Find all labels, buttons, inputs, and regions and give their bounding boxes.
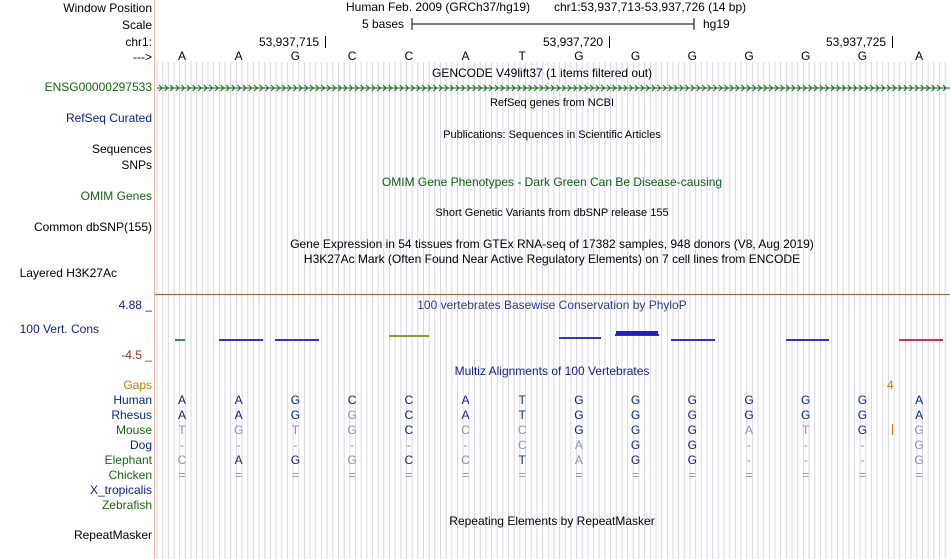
alignment-base-rhesus: G [857, 408, 868, 422]
alignment-base-mouse: G [687, 423, 697, 437]
alignment-base-human: C [404, 393, 414, 407]
alignment-base-mouse: C [461, 423, 470, 437]
alignment-base-dog: - [860, 438, 865, 452]
alignment-base-elephant: C [461, 453, 470, 467]
alignment-base-human: G [801, 393, 811, 407]
alignment-base-rhesus: A [177, 408, 186, 422]
alignment-base-rhesus: G [574, 408, 584, 422]
phylop-top-border [155, 294, 950, 295]
reference-base: A [461, 49, 470, 63]
snps-track-label[interactable]: SNPs [121, 158, 152, 172]
sequences-track-label[interactable]: Sequences [91, 142, 152, 156]
phylop-track-title: 100 vertebrates Basewise Conservation by PhyloP [417, 298, 687, 312]
alignment-base-dog: - [180, 438, 184, 452]
phylop-signal[interactable] [155, 326, 950, 346]
alignment-base-elephant: G [347, 453, 357, 467]
alignment-base-mouse: G [347, 423, 357, 437]
ruler-tick-2 [609, 36, 610, 48]
alignment-base-rhesus: A [234, 408, 243, 422]
gaps-label: Gaps [123, 378, 152, 392]
dbsnp-track-title: Short Genetic Variants from dbSNP release 155 [435, 207, 669, 219]
reference-base: G [801, 49, 811, 63]
reference-base: G [290, 49, 301, 63]
alignment-base-chicken: = [291, 468, 299, 482]
ruler-tick-3-label: 53,937,725 [826, 35, 887, 49]
alignment-base-dog: - [236, 438, 241, 452]
omim-track-title: OMIM Gene Phenotypes - Dark Green Can Be Disease-causing [381, 175, 723, 189]
species-zebrafish-label: Zebrafish [101, 498, 152, 512]
track-display-area[interactable] [155, 0, 950, 559]
alignment-base-mouse: A [744, 423, 753, 437]
alignment-base-rhesus: G [290, 408, 301, 422]
reference-base: A [234, 49, 243, 63]
alignment-base-human: A [461, 393, 470, 407]
refseq-track-title: RefSeq genes from NCBI [489, 97, 615, 109]
alignment-base-human: G [857, 393, 868, 407]
reference-base: G [744, 49, 754, 63]
alignment-base-elephant: G [914, 453, 924, 467]
dbsnp-track-label[interactable]: Common dbSNP(155) [33, 220, 152, 234]
gaps-count: 4 [887, 378, 894, 392]
alignment-base-rhesus: C [404, 408, 414, 422]
alignment-base-elephant: T [518, 453, 526, 467]
alignment-base-rhesus: T [518, 408, 526, 422]
alignment-base-mouse: T [291, 423, 300, 437]
reference-base: C [404, 49, 414, 63]
alignment-base-dog: - [803, 438, 808, 452]
alignment-base-mouse: G [914, 423, 924, 437]
alignment-base-rhesus: A [461, 408, 470, 422]
position-label: chr1:53,937,713-53,937,726 (14 bp) [554, 0, 747, 14]
mouse-gap-marker [892, 424, 893, 435]
alignment-base-elephant: - [860, 453, 865, 467]
alignment-base-dog: - [747, 438, 751, 452]
alignment-base-human: G [574, 393, 584, 407]
scale-bar-left-label: 5 bases [362, 17, 405, 31]
alignment-base-chicken: = [178, 468, 186, 482]
alignment-base-rhesus: G [744, 408, 754, 422]
alignment-base-mouse: T [178, 423, 186, 437]
alignment-base-chicken: = [405, 468, 413, 482]
alignment-base-chicken: = [632, 468, 640, 482]
reference-base: G [857, 49, 868, 63]
alignment-base-elephant: C [177, 453, 187, 467]
alignment-base-dog: G [914, 438, 924, 452]
alignment-base-chicken: = [575, 468, 583, 482]
phylop-max-label: 4.88 _ [118, 298, 152, 312]
track-label-column [0, 0, 154, 559]
strand-arrow-label: ---> [133, 50, 152, 64]
alignment-base-chicken: = [858, 468, 866, 482]
alignment-base-chicken: = [461, 468, 469, 482]
alignment-base-human: A [234, 393, 243, 407]
alignment-base-chicken: = [518, 468, 526, 482]
reference-base: G [574, 49, 584, 63]
alignment-base-mouse: G [630, 423, 641, 437]
species-human-label: Human [113, 393, 152, 407]
alignment-base-rhesus: G [801, 408, 811, 422]
alignment-base-human: C [347, 393, 357, 407]
reference-base: G [687, 49, 697, 63]
alignment-base-elephant: A [574, 453, 583, 467]
alignment-base-human: G [290, 393, 301, 407]
reference-base: C [347, 49, 357, 63]
alignment-base-chicken: = [688, 468, 696, 482]
scale-bar-right-label: hg19 [703, 17, 730, 31]
species-rhesus-label: Rhesus [111, 408, 152, 422]
species-mouse-label: Mouse [115, 423, 152, 437]
alignment-base-human: G [744, 393, 754, 407]
scale-bar [410, 17, 700, 31]
repeatmasker-track-label[interactable]: RepeatMasker [73, 528, 152, 542]
alignment-base-elephant: C [404, 453, 414, 467]
alignment-base-dog: - [350, 438, 355, 452]
refseq-track-label[interactable]: RefSeq Curated [65, 111, 152, 125]
reference-base: G [630, 49, 641, 63]
ruler-tick-2-label: 53,937,720 [543, 35, 604, 49]
alignment-base-rhesus: G [347, 408, 357, 422]
vert-cons-track-label[interactable]: 100 Vert. Cons [19, 322, 99, 336]
omim-track-label[interactable]: OMIM Genes [80, 189, 152, 203]
alignment-base-chicken: = [348, 468, 356, 482]
alignment-base-dog: - [293, 438, 298, 452]
scale-label: Scale [121, 18, 152, 32]
alignment-base-dog: C [517, 438, 527, 452]
alignment-base-chicken: = [915, 468, 923, 482]
alignment-base-elephant: - [747, 453, 751, 467]
alignment-base-rhesus: A [915, 408, 924, 422]
h3k27ac-track-label[interactable]: Layered H3K27Ac [19, 266, 117, 280]
alignment-base-elephant: G [687, 453, 697, 467]
alignment-base-dog: G [630, 438, 641, 452]
phylop-min-label: -4.5 _ [121, 348, 152, 362]
ruler-tick-3 [892, 36, 893, 48]
alignment-base-mouse: C [517, 423, 527, 437]
alignment-base-elephant: - [803, 453, 808, 467]
alignment-base-human: A [915, 393, 924, 407]
alignment-base-elephant: G [290, 453, 301, 467]
alignment-base-human: G [630, 393, 641, 407]
alignment-base-dog: - [463, 438, 468, 452]
alignment-base-mouse: C [404, 423, 414, 437]
alignment-base-dog: G [687, 438, 697, 452]
alignment-base-rhesus: G [687, 408, 697, 422]
species-xtropicalis-label: X_tropicalis [89, 483, 152, 497]
publications-track-title: Publications: Sequences in Scientific Articles [443, 129, 661, 141]
species-chicken-label: Chicken [108, 468, 152, 482]
ruler-tick-1-label: 53,937,715 [259, 35, 320, 49]
species-elephant-label: Elephant [104, 453, 152, 467]
alignment-base-mouse: G [857, 423, 868, 437]
alignment-base-chicken: = [802, 468, 810, 482]
gene-model-bar[interactable] [155, 82, 950, 94]
alignment-base-chicken: = [235, 468, 243, 482]
alignment-base-chicken: = [745, 468, 753, 482]
multiz-track-title: Multiz Alignments of 100 Vertebrates [454, 364, 650, 378]
alignment-base-dog: - [406, 438, 411, 452]
ruler-tick-1 [325, 36, 326, 48]
alignment-base-human: A [177, 393, 186, 407]
alignment-base-rhesus: G [630, 408, 641, 422]
alignment-base-human: G [687, 393, 697, 407]
alignment-base-dog: A [574, 438, 583, 452]
gencode-track-title: GENCODE V49lift37 (1 items filtered out) [432, 66, 653, 80]
alignment-base-elephant: G [630, 453, 641, 467]
alignment-base-elephant: A [234, 453, 243, 467]
gtex-track-title: Gene Expression in 54 tissues from GTEx RNA-seq of 17382 samples, 948 donors (V8, Aug 2019) [290, 237, 814, 251]
reference-base: T [518, 49, 526, 63]
reference-base: A [177, 49, 186, 63]
gene-track-label[interactable]: ENSG00000297533 [44, 80, 152, 94]
species-dog-label: Dog [129, 438, 152, 452]
repeatmasker-track-title: Repeating Elements by RepeatMasker [449, 514, 655, 528]
alignment-base-mouse: G [234, 423, 244, 437]
chr-label: chr1: [125, 35, 152, 49]
assembly-label: Human Feb. 2009 (GRCh37/hg19) [346, 0, 531, 14]
alignment-base-mouse: G [574, 423, 584, 437]
reference-base: A [915, 49, 924, 63]
alignment-base-human: T [518, 393, 526, 407]
h3k27ac-track-title: H3K27Ac Mark (Often Found Near Active Regulatory Elements) on 7 cell lines from ENCODE [303, 252, 801, 266]
alignment-base-mouse: T [802, 423, 810, 437]
window-position-label: Window Position [63, 1, 152, 15]
